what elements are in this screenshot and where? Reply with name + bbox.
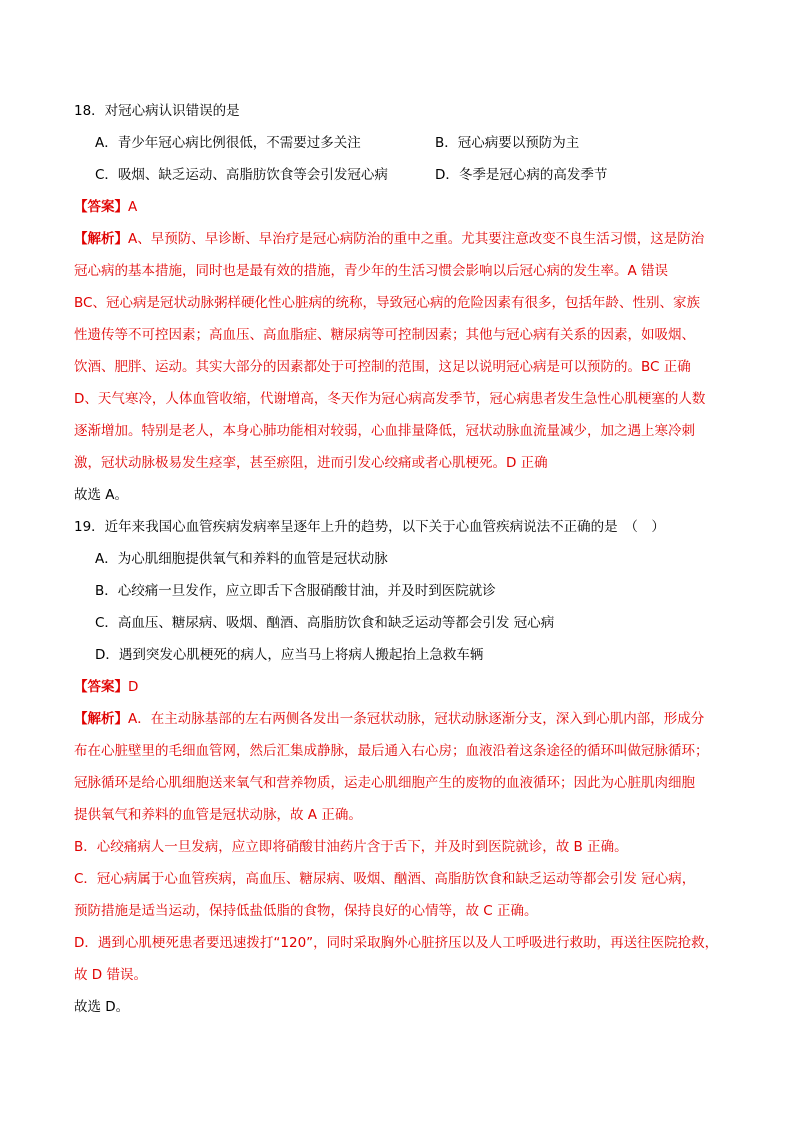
q18-analysis-line-4: 性遗传等不可控因素；高血压、高血脂症、糖尿病等可控制因素；其他与冠心病有关系的因素，如吸烟、 bbox=[74, 327, 695, 343]
q19-analysis-line-1: 【解析】A．在主动脉基部的左右两侧各发出一条冠状动脉，冠状动脉逐渐分支，深入到心肌内部，形成分 bbox=[74, 711, 705, 727]
q18-analysis-line-7: 逐渐增加。特别是老人，本身心肺功能相对较弱，心血排量降低，冠状动脉血流量减少，加之遇上寒冷刺 bbox=[74, 423, 695, 439]
q19-analysis-line-2: 布在心脏壁里的毛细血管网，然后汇集成静脉，最后通入右心房；血液沿着这条途径的循环叫做冠脉循环； bbox=[74, 743, 709, 759]
q18-analysis-line-1: 【解析】A、早预防、早诊断、早治疗是冠心病防治的重中之重。尤其要注意改变不良生活习惯，这是防治 bbox=[74, 231, 705, 247]
q19-analysis-line-9: 故 D 错误。 bbox=[74, 967, 147, 983]
q19-analysis-line-6: C．冠心病属于心血管疾病，高血压、糖尿病、吸烟、酗酒、高脂肪饮食和缺乏运动等都会引发 冠心病， bbox=[74, 871, 696, 887]
q19-answer-line bbox=[74, 679, 138, 695]
q18-answer-line bbox=[74, 199, 137, 215]
q18-answer-tag: 【答案】 bbox=[74, 199, 128, 215]
q18-stem: 18．对冠心病认识错误的是 bbox=[74, 103, 240, 119]
q18-analysis-line-3: BC、冠心病是冠状动脉粥样硬化性心脏病的统称，导致冠心病的危险因素有很多，包括年龄、性别、家族 bbox=[74, 295, 700, 311]
q18-conclusion: 故选 A。 bbox=[74, 487, 129, 503]
q18-option-b: B．冠心病要以预防为主 bbox=[435, 135, 580, 151]
q19-option-d: D．遇到突发心肌梗死的病人，应当马上将病人搬起抬上急救车辆 bbox=[95, 647, 484, 663]
q19-analysis-tag: 【解析】 bbox=[74, 711, 128, 727]
q18-analysis-line-6: D、天气寒冷，人体血管收缩，代谢增高，冬天作为冠心病高发季节，冠心病患者发生急性心肌梗塞的人数 bbox=[74, 391, 706, 407]
q18-option-d: D．冬季是冠心病的高发季节 bbox=[435, 167, 608, 183]
q19-option-b: B．心绞痛一旦发作，应立即舌下含服硝酸甘油，并及时到医院就诊 bbox=[95, 583, 496, 599]
q19-stem: 19．近年来我国心血管疾病发病率呈逐年上升的趋势，以下关于心血管疾病说法不正确的是 （ ） bbox=[74, 519, 665, 535]
q19-answer-tag: 【答案】 bbox=[74, 679, 128, 695]
q18-option-a: A．青少年冠心病比例很低，不需要过多关注 bbox=[95, 135, 361, 151]
q18-analysis-line-2: 冠心病的基本措施，同时也是最有效的措施，青少年的生活习惯会影响以后冠心病的发生率。A 错误 bbox=[74, 263, 669, 279]
q19-answer: D bbox=[128, 679, 139, 695]
q18-analysis-tag: 【解析】 bbox=[74, 231, 128, 247]
q19-analysis-line-8: D．遇到心肌梗死患者要迅速拨打“120”，同时采取胸外心脏挤压以及人工呼吸进行救助，再送往医院抢救， bbox=[74, 935, 719, 951]
q19-option-a: A．为心肌细胞提供氧气和养料的血管是冠状动脉 bbox=[95, 551, 388, 567]
q18-analysis-line-5: 饮酒、肥胖、运动。其实大部分的因素都处于可控制的范围，这足以说明冠心病是可以预防的。BC 正确 bbox=[74, 359, 691, 375]
q18-analysis-line-8: 激，冠状动脉极易发生痉挛，甚至瘀阻，进而引发心绞痛或者心肌梗死。D 正确 bbox=[74, 455, 548, 471]
q19-analysis-line-5: B．心绞痛病人一旦发病，应立即将硝酸甘油药片含于舌下，并及时到医院就诊，故 B 正确。 bbox=[74, 839, 628, 855]
q18-option-c: C．吸烟、缺乏运动、高脂肪饮食等会引发冠心病 bbox=[95, 167, 388, 183]
q19-conclusion: 故选 D。 bbox=[74, 999, 130, 1015]
q19-analysis-line-7: 预防措施是适当运动，保持低盐低脂的食物，保持良好的心情等，故 C 正确。 bbox=[74, 903, 538, 919]
q19-analysis-line-3: 冠脉循环是给心肌细胞送来氧气和营养物质，运走心肌细胞产生的废物的血液循环；因此为心脏肌肉细胞 bbox=[74, 775, 695, 791]
q18-answer: A bbox=[128, 199, 138, 215]
q19-option-c: C．高血压、糖尿病、吸烟、酗酒、高脂肪饮食和缺乏运动等都会引发 冠心病 bbox=[95, 615, 555, 631]
q19-analysis-line-4: 提供氧气和养料的血管是冠状动脉，故 A 正确。 bbox=[74, 807, 362, 823]
